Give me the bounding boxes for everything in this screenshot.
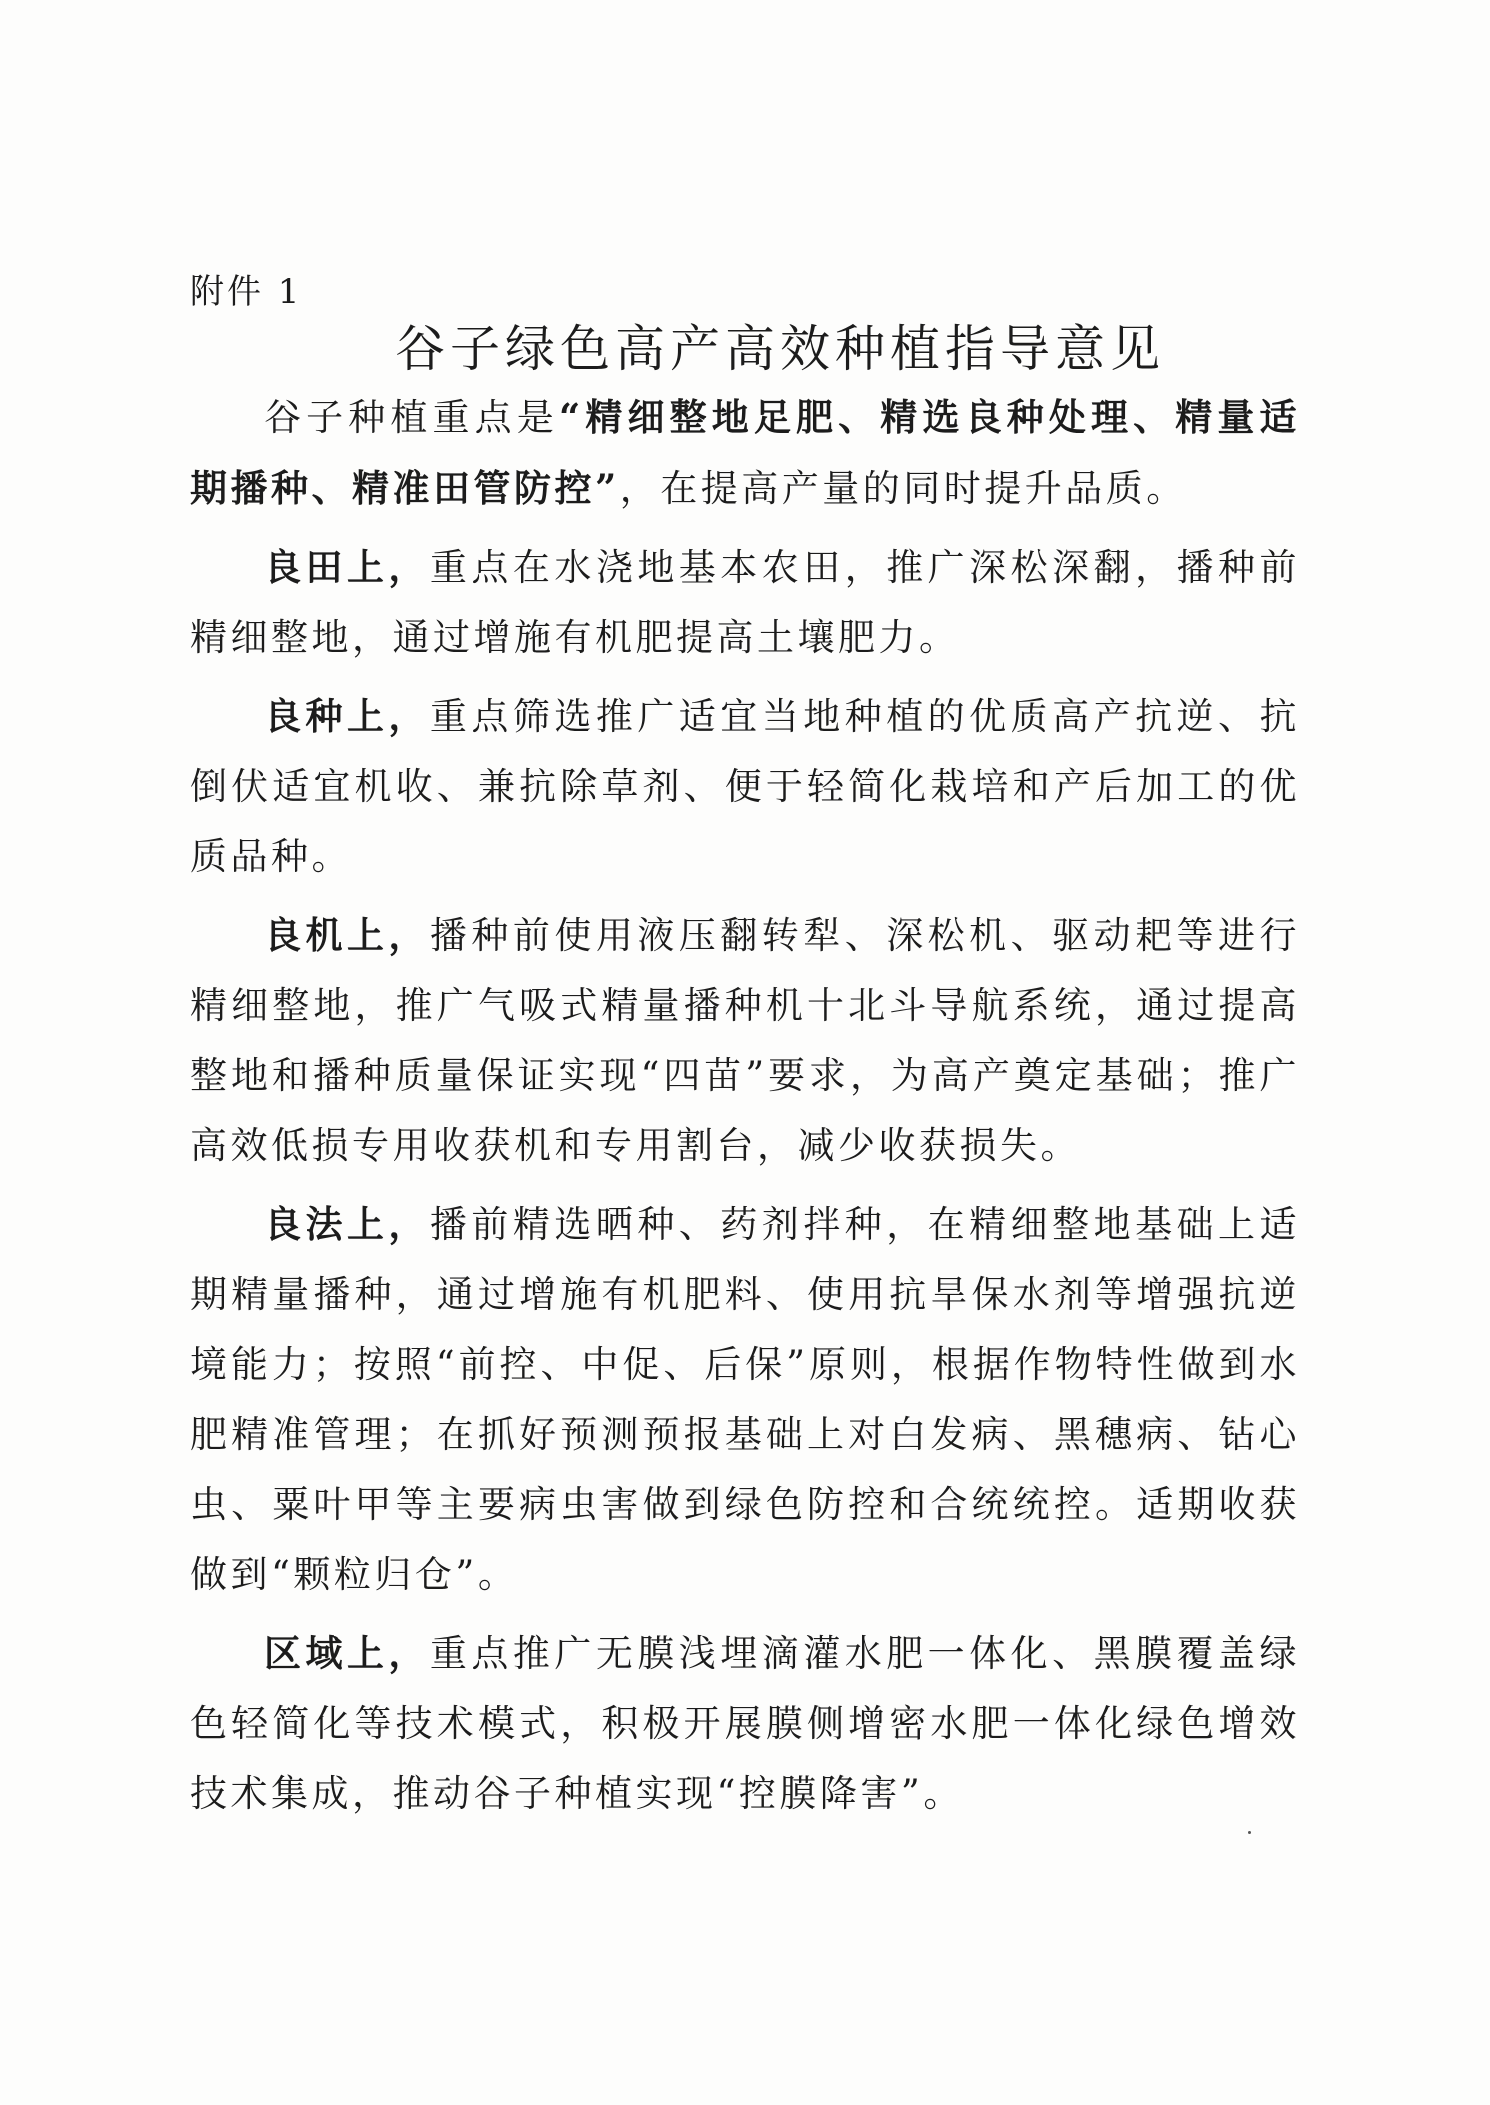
paragraph-text: 谷子种植重点是	[264, 396, 559, 439]
attachment-label: 附件 1	[190, 272, 303, 312]
paragraph-text: 重点在水浇地基本农田，推广深松深翻，播种前精细整地，通过增施有机肥提高土壤肥力。	[190, 546, 1301, 659]
paragraph-emphasis: “精细整地足肥、精选良种处理、精量适期播种、精准田管防控”	[190, 395, 1301, 510]
paragraph-text: 播种前使用液压翻转犁、深松机、驱动耙等进行精细整地，推广气吸式精量播种机十北斗导航系统，通过提高整地和播种质量保证实现“四苗”要求，为高产奠定基础；推广高效低损专用收获机和专用割台，减少收获损失。	[190, 914, 1301, 1167]
paragraph-intro	[190, 382, 1300, 524]
paragraph-region	[190, 1618, 1300, 1829]
paragraph-good-field	[190, 532, 1300, 673]
paragraph-good-machine	[190, 900, 1300, 1181]
scan-speck	[1248, 1831, 1251, 1834]
paragraph-heading: 良种上，	[264, 694, 430, 738]
paragraph-text: 重点推广无膜浅埋滴灌水肥一体化、黑膜覆盖绿色轻简化等技术模式，积极开展膜侧增密水肥一体化绿色增效技术集成，推动谷子种植实现“控膜降害”。	[190, 1632, 1301, 1815]
paragraph-heading: 区域上，	[264, 1631, 430, 1675]
paragraph-text: ，在提高产量的同时提升品质。	[619, 467, 1187, 510]
paragraph-good-seed	[190, 681, 1300, 892]
paragraph-heading: 良法上，	[264, 1202, 430, 1246]
document-title: 谷子绿色高产高效种植指导意见	[395, 320, 1165, 378]
paragraph-text: 播前精选晒种、药剂拌种，在精细整地基础上适期精量播种，通过增施有机肥料、使用抗旱保水剂等增强抗逆境能力；按照“前控、中促、后保”原则，根据作物特性做到水肥精准管理；在抓好预测预报基础上对白发病、黑穗病、钻心虫、粟叶甲等主要病虫害做到绿色防控和合统统控。适期收获做到“颗粒归仓”。	[190, 1203, 1301, 1596]
paragraph-good-method	[190, 1189, 1300, 1610]
paragraph-text: 重点筛选推广适宜当地种植的优质高产抗逆、抗倒伏适宜机收、兼抗除草剂、便于轻简化栽培和产后加工的优质品种。	[190, 695, 1301, 878]
paragraph-heading: 良田上，	[264, 545, 430, 589]
paragraph-heading: 良机上，	[264, 913, 430, 957]
document-body	[190, 382, 1300, 1837]
